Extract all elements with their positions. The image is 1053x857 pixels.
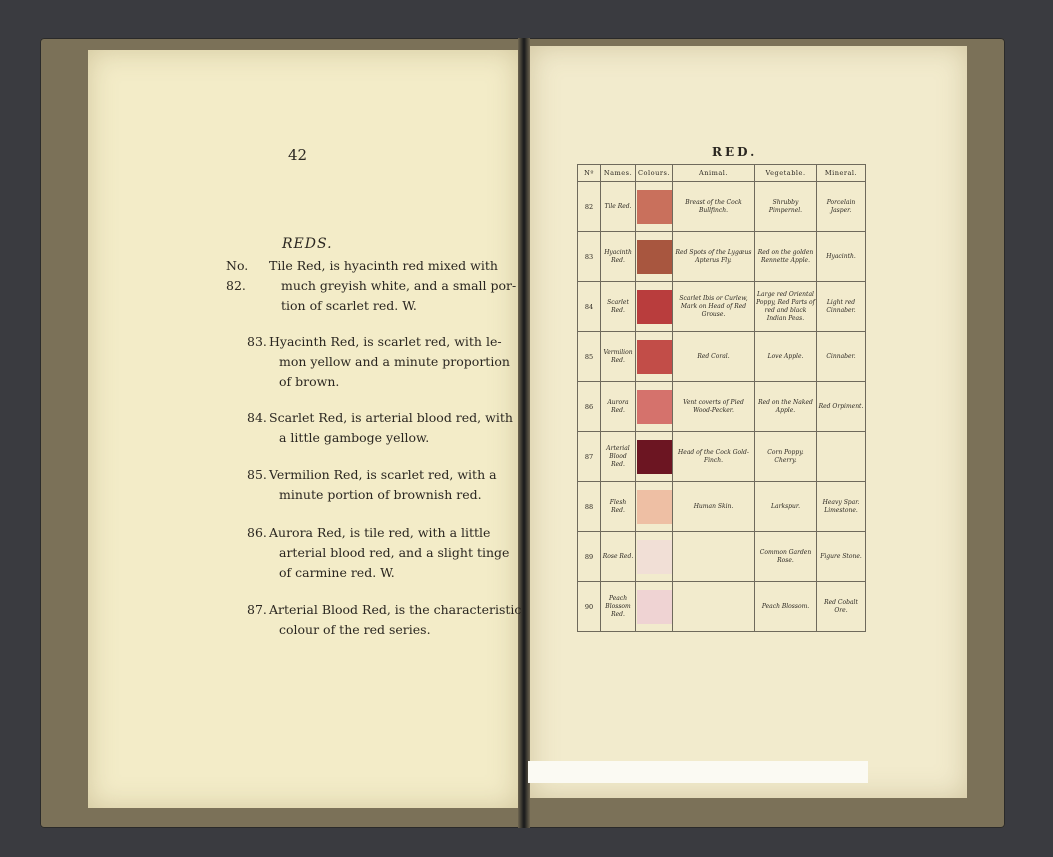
colour-swatch	[637, 340, 673, 374]
colour-swatch	[637, 540, 673, 574]
entry-line: Arterial Blood Red, is the characteristic	[269, 602, 522, 617]
header-vegetable: Vegetable.	[755, 165, 817, 182]
table-row	[578, 382, 866, 432]
entry-line: Tile Red, is hyacinth red mixed with	[269, 258, 498, 273]
colour-swatch-cell	[636, 532, 673, 582]
colour-swatch	[637, 590, 673, 624]
section-heading: REDS.	[282, 236, 333, 252]
header-colours: Colours.	[636, 165, 673, 182]
colour-name: Peach Blossom Red.	[601, 582, 636, 632]
colour-name: Tile Red.	[601, 182, 636, 232]
vegetable-example: Red on the Naked Apple.	[755, 382, 817, 432]
animal-example: Red Coral.	[673, 332, 755, 382]
animal-example	[673, 532, 755, 582]
table-row	[578, 532, 866, 582]
vegetable-example: Shrubby Pimpernel.	[755, 182, 817, 232]
mineral-example: Heavy Spar. Limestone.	[817, 482, 866, 532]
vegetable-example: Peach Blossom.	[755, 582, 817, 632]
table-row	[578, 332, 866, 382]
colour-name: Rose Red.	[601, 532, 636, 582]
row-number: 89	[578, 532, 601, 582]
entry-line: tion of scarlet red. W.	[281, 298, 417, 313]
animal-example	[673, 582, 755, 632]
entry-number: No. 82.	[226, 258, 249, 293]
animal-example: Vent coverts of Pied Wood-Pecker.	[673, 382, 755, 432]
colour-name: Aurora Red.	[601, 382, 636, 432]
entry-line: of brown.	[279, 374, 340, 389]
entry-line: mon yellow and a minute proportion	[279, 354, 510, 369]
entry-line: arterial blood red, and a slight tinge	[279, 545, 510, 560]
entry-line: a little gamboge yellow.	[279, 430, 430, 445]
page-number: 42	[288, 146, 308, 164]
vegetable-example: Corn Poppy. Cherry.	[755, 432, 817, 482]
row-number: 84	[578, 282, 601, 332]
table-row	[578, 482, 866, 532]
colour-swatch-cell	[636, 432, 673, 482]
colour-swatch-cell	[636, 282, 673, 332]
colour-swatch	[637, 290, 673, 324]
vegetable-example: Red on the golden Rennette Apple.	[755, 232, 817, 282]
vegetable-example: Larkspur.	[755, 482, 817, 532]
colour-swatch-cell	[636, 582, 673, 632]
colour-swatch-cell	[636, 332, 673, 382]
colour-swatch	[637, 440, 673, 474]
colour-name: Scarlet Red.	[601, 282, 636, 332]
book-gutter	[518, 38, 530, 828]
entry-line: colour of the red series.	[279, 622, 431, 637]
entry-number: 84.	[247, 410, 267, 425]
row-number: 83	[578, 232, 601, 282]
colour-name: Hyacinth Red.	[601, 232, 636, 282]
entry-line: Vermilion Red, is scarlet red, with a	[269, 467, 497, 482]
colour-swatch-cell	[636, 482, 673, 532]
colour-swatch-cell	[636, 382, 673, 432]
mineral-example: Cinnaber.	[817, 332, 866, 382]
colour-swatch	[637, 190, 673, 224]
colour-swatch	[637, 390, 673, 424]
entry-number: 87.	[247, 602, 267, 617]
colour-swatch-cell	[636, 232, 673, 282]
header-animal: Animal.	[673, 165, 755, 182]
entry-line: Scarlet Red, is arterial blood red, with	[269, 410, 513, 425]
vegetable-example: Large red Oriental Poppy, Red Parts of red and black Indian Peas.	[755, 282, 817, 332]
colour-table	[577, 164, 866, 632]
table-row	[578, 232, 866, 282]
row-number: 82	[578, 182, 601, 232]
colour-swatch	[637, 490, 673, 524]
animal-example: Breast of the Cock Bullfinch.	[673, 182, 755, 232]
entry-line: much greyish white, and a small por-	[281, 278, 517, 293]
mineral-example	[817, 432, 866, 482]
mineral-example: Red Cobalt Ore.	[817, 582, 866, 632]
entry-line: Aurora Red, is tile red, with a little	[269, 525, 491, 540]
table-row	[578, 182, 866, 232]
table-title: RED.	[712, 145, 758, 159]
mineral-example: Hyacinth.	[817, 232, 866, 282]
table-row	[578, 432, 866, 482]
animal-example: Red Spots of the Lygæus Apterus Fly.	[673, 232, 755, 282]
row-number: 86	[578, 382, 601, 432]
vegetable-example: Love Apple.	[755, 332, 817, 382]
colour-swatch	[637, 240, 673, 274]
table-row	[578, 282, 866, 332]
entry-number: 86.	[247, 525, 267, 540]
animal-example: Scarlet Ibis or Curlew, Mark on Head of Red Grouse.	[673, 282, 755, 332]
header-names: Names.	[601, 165, 636, 182]
paper-strip	[528, 761, 868, 783]
header-number: Nº	[578, 165, 601, 182]
colour-swatch-cell	[636, 182, 673, 232]
row-number: 90	[578, 582, 601, 632]
entry-number: 83.	[247, 334, 267, 349]
row-number: 87	[578, 432, 601, 482]
row-number: 88	[578, 482, 601, 532]
mineral-example: Figure Stone.	[817, 532, 866, 582]
row-number: 85	[578, 332, 601, 382]
animal-example: Human Skin.	[673, 482, 755, 532]
entry-number: 85.	[247, 467, 267, 482]
table-header-row	[578, 165, 866, 182]
colour-name: Arterial Blood Red.	[601, 432, 636, 482]
vegetable-example: Common Garden Rose.	[755, 532, 817, 582]
entry-line: minute portion of brownish red.	[279, 487, 482, 502]
header-mineral: Mineral.	[817, 165, 866, 182]
entry-line: Hyacinth Red, is scarlet red, with le-	[269, 334, 502, 349]
colour-name: Vermilion Red.	[601, 332, 636, 382]
mineral-example: Light red Cinnaber.	[817, 282, 866, 332]
table-row	[578, 582, 866, 632]
colour-name: Flesh Red.	[601, 482, 636, 532]
mineral-example: Red Orpiment.	[817, 382, 866, 432]
mineral-example: Porcelain Jasper.	[817, 182, 866, 232]
animal-example: Head of the Cock Gold-Finch.	[673, 432, 755, 482]
entry-line: of carmine red. W.	[279, 565, 395, 580]
